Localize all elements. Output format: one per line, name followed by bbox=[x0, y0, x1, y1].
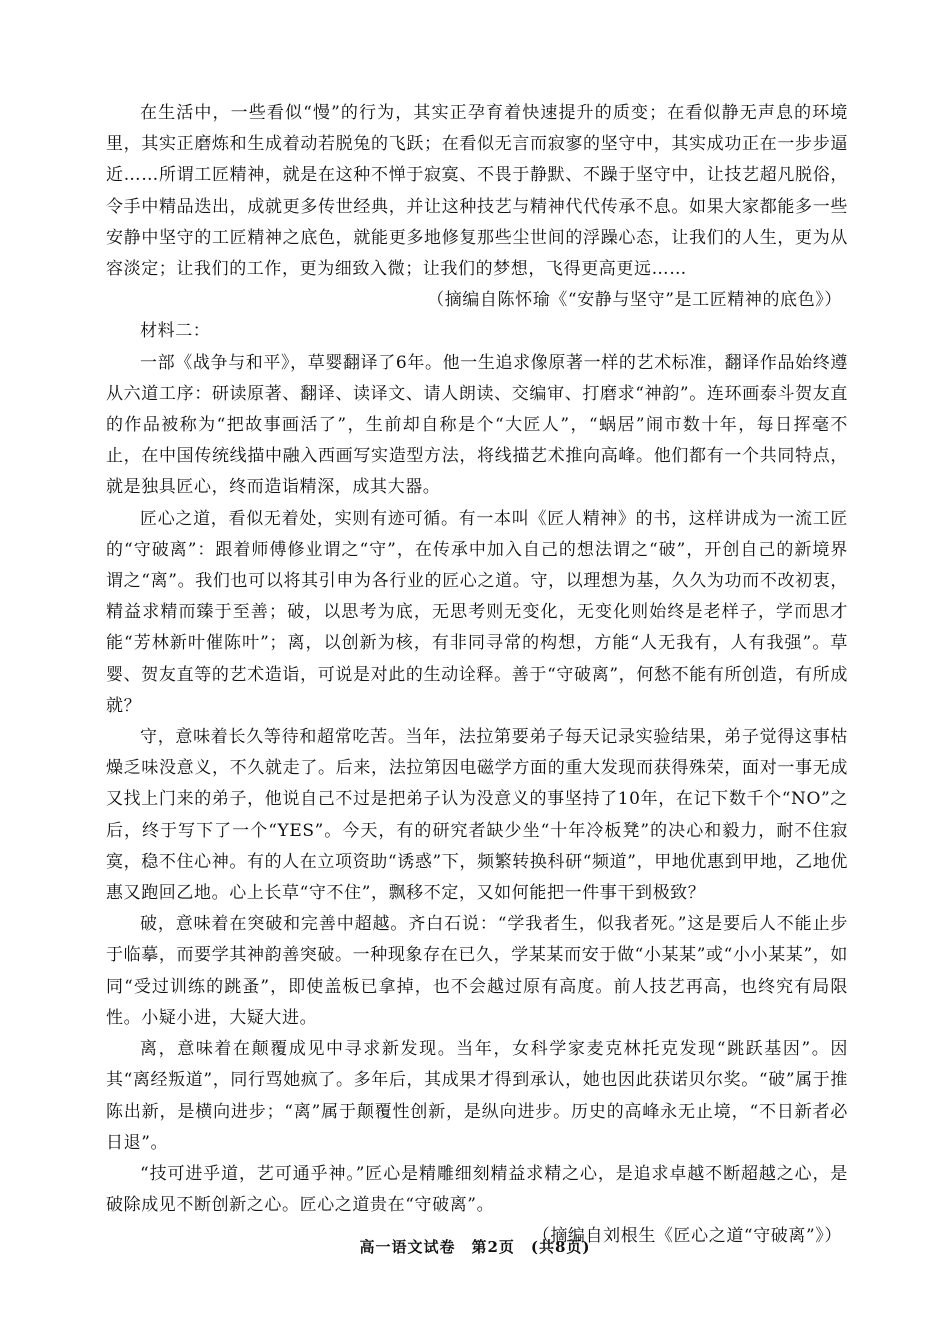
paragraph-7: “技可进乎道，艺可通乎神。”匠心是精雕细刻精益求精之心，是追求卓越不断超越之心，是破除成见不断创新之心。匠心之道贵在“守破离”。 bbox=[106, 1163, 848, 1216]
paragraph-2: 一部《战争与和平》，草婴翻译了6年。他一生追求像原著一样的艺术标准，翻译作品始终遵从六道工序：研读原著、翻译、读译文、请人朗读、交编审、打磨求“神韵”。连环画泰斗贺友直的作品被称为“把故事画活了”，生前却自称是个“大匠人”，“蜗居”闹市数十年，每日挥毫不止，在中国传统线描中融入西画写实造型方法，将线描艺术推向高峰。他们都有一个共同特点，就是独具匠心，终而造诣精深，成其大器。 bbox=[106, 352, 848, 498]
reading-passage bbox=[106, 98, 848, 1253]
paragraph-5: 破，意味着在突破和完善中超越。齐白石说：“学我者生，似我者死。”这是要后人不能止步于临摹，而要学其神韵善突破。一种现象存在已久，学某某而安于做“小某某”或“小小某某”，如同“受过训练的跳蚤”，即使盖板已拿掉，也不会越过原有高度。前人技艺再高，也终究有局限性。小疑小进，大疑大进。 bbox=[106, 914, 848, 1028]
paragraph-1: 在生活中，一些看似“慢”的行为，其实正孕育着快速提升的质变；在看似静无声息的环境里，其实正磨炼和生成着动若脱兔的飞跃；在看似无言而寂寥的坚守中，其实成功正在一步步逼近……所谓工匠精神，就是在这种不惮于寂寞、不畏于静默、不躁于坚守中，让技艺超凡脱俗，令手中精品迭出，成就更多传世经典，并让这种技艺与精神代代传承不息。如果大家都能多一些安静中坚守的工匠精神之底色，就能更多地修复那些尘世间的浮躁心态，让我们的人生，更为从容淡定；让我们的工作，更为细致入微；让我们的梦想，飞得更高更远…… bbox=[106, 103, 848, 280]
paragraph-3: 匠心之道，看似无着处，实则有迹可循。有一本叫《匠人精神》的书，这样讲成为一流工匠的“守破离”：跟着师傅修业谓之“守”，在传承中加入自己的想法谓之“破”，开创自己的新境界谓之“离”。我们也可以将其引申为各行业的匠心之道。守，以理想为基，久久为功而不改初衷，精益求精而臻于至善；破，以思考为底，无思考则无变化，无变化则始终是老样子，学而思才能“芳林新叶催陈叶”；离，以创新为核，有非同寻常的构想，方能“人无我有，人有我强”。草婴、贺友直等的艺术造诣，可说是对此的生动诠释。善于“守破离”，何愁不能有所创造，有所成就？ bbox=[106, 508, 848, 716]
material-2-label: 材料二： bbox=[140, 321, 211, 342]
paragraph-6: 离，意味着在颠覆成见中寻求新发现。当年，女科学家麦克林托克发现“跳跃基因”。因其“离经叛道”，同行骂她疯了。多年后，其成果才得到承认，她也因此获诺贝尔奖。“破”属于推陈出新，是横向进步；“离”属于颠覆性创新，是纵向进步。历史的高峰永无止境，“不日新者必日退”。 bbox=[106, 1039, 848, 1153]
paragraph-4: 守，意味着长久等待和超常吃苦。当年，法拉第要弟子每天记录实验结果，弟子觉得这事枯燥乏味没意义，不久就走了。后来，法拉第因电磁学方面的重大发现而获得殊荣，面对一事无成又找上门来的弟子，他说自己不过是把弟子认为没意义的事坚持了10年，在记下数千个“NO”之后，终于写下了一个“YES”。今天，有的研究者缺少坐“十年冷板凳”的决心和毅力，耐不住寂寞，稳不住心神。有的人在立项资助“诱惑”下，频繁转换科研“频道”，甲地优惠到甲地，乙地优惠又跑回乙地。心上长草“守不住”，飘移不定，又如何能把一件事干到极致？ bbox=[106, 727, 848, 904]
source-citation-1: （摘编自陈怀瑜《“安静与坚守”是工匠精神的底色》） bbox=[427, 290, 842, 311]
page-footer: 高一语文试卷 第2页 (共8页) bbox=[359, 1238, 591, 1256]
source-citation-2: （摘编自刘根生《匠心之道“守破离”》） bbox=[532, 1226, 842, 1247]
